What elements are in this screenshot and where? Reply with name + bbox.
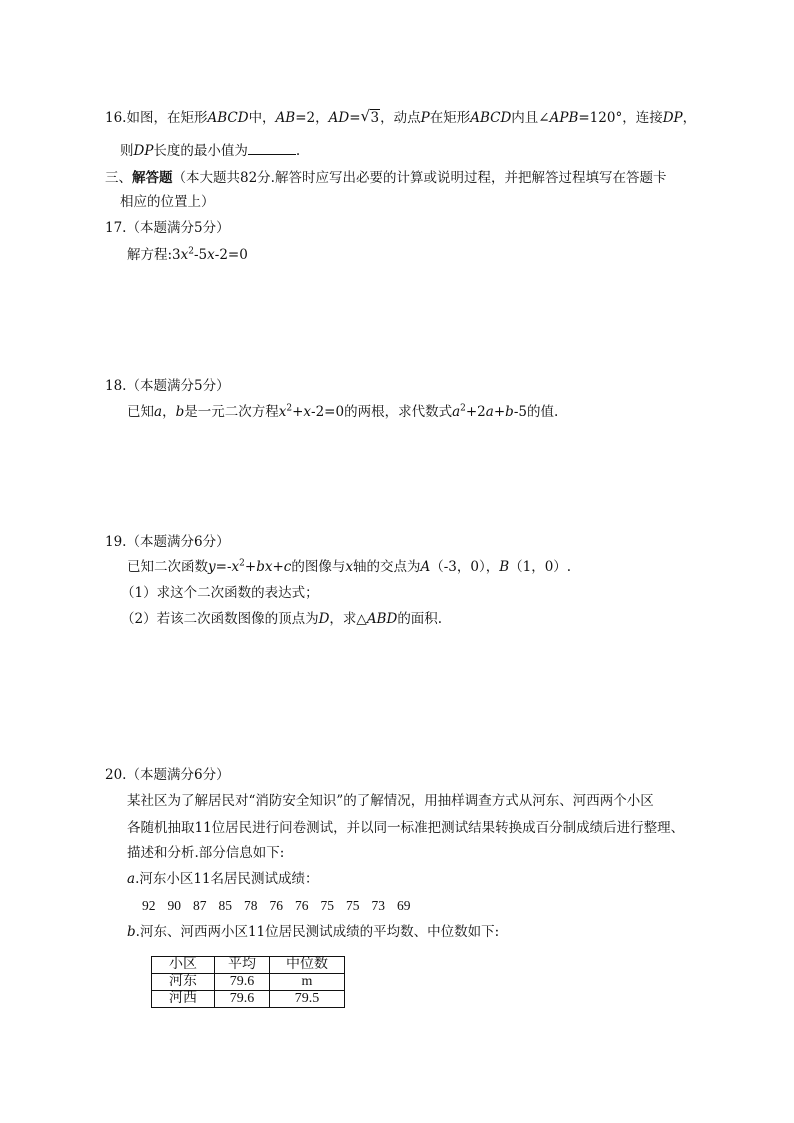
q20-p2: 各随机抽取11位居民进行问卷测试，并以同一标准把测试结果转换成百分制成绩后进行整理、 <box>127 820 685 836</box>
q20-p1: 某社区为了解居民对“消防安全知识”的了解情况，用抽样调查方式从河东、河西两个小区 <box>127 793 654 809</box>
q20-p3: 描述和分析.部分信息如下: <box>127 845 285 861</box>
sqrt-symbol: √ 3 <box>360 107 380 126</box>
q20-a: a.河东小区11名居民测试成绩： <box>127 871 319 887</box>
q19-header: 19.（本题满分6分） <box>105 534 230 550</box>
q16-line1: 16.如图，在矩形ABCD中，AB=2，AD= √ 3，动点P在矩形ABCD内且∠APB=120°，连接DP， <box>105 107 697 126</box>
table-cell: m <box>270 974 345 991</box>
table-header-cell: 中位数 <box>270 957 345 974</box>
q20-header: 20.（本题满分6分） <box>105 767 230 783</box>
table-header-cell: 平均 <box>215 957 270 974</box>
q18-header: 18.（本题满分5分） <box>105 378 230 394</box>
q18-body: 已知a，b是一元二次方程$x^2+x-2=0$的两根，求代数式$a^2+2a+b-5$的值. <box>127 403 559 420</box>
q16-line2: 则DP长度的最小值为 . <box>120 143 301 159</box>
table-cell: 79.6 <box>215 991 270 1008</box>
section3-desc-cont: 相应的位置上） <box>120 194 215 210</box>
table-cell: 河西 <box>152 991 215 1008</box>
table-row <box>152 991 345 1008</box>
q20-b: b.河东、河西两小区11位居民测试成绩的平均数、中位数如下: <box>127 924 500 940</box>
table-cell: 79.6 <box>215 974 270 991</box>
results-table <box>151 956 345 1008</box>
q19-sub2: （2）若该二次函数图像的顶点为D，求△ABD的面积. <box>121 611 443 627</box>
table-cell: 79.5 <box>270 991 345 1008</box>
answer-blank[interactable] <box>248 141 296 155</box>
table-cell: 河东 <box>152 974 215 991</box>
section3-title: 解答题 <box>132 170 173 186</box>
section3-heading: 三、解答题（本大题共82分.解答时应写出必要的计算或说明过程，并把解答过程填写在答题卡 <box>105 170 667 186</box>
table-header-row <box>152 957 345 974</box>
q20-scores: 92 90 87 85 78 76 76 75 75 73 69 <box>142 898 411 913</box>
q17-body: 解方程$:3x^2-5x-2=0$ <box>127 246 248 263</box>
table-row <box>152 974 345 991</box>
table-header-cell: 小区 <box>152 957 215 974</box>
q17-header: 17.（本题满分5分） <box>105 220 230 236</box>
q19-line1: 已知二次函数$y=-x^2+bx+c$的图像与x轴的交点为A（-3，0），B（1，0）. <box>127 558 572 575</box>
q19-sub1: （1）求这个二次函数的表达式； <box>121 585 319 601</box>
q16-number: 16. <box>105 110 127 126</box>
